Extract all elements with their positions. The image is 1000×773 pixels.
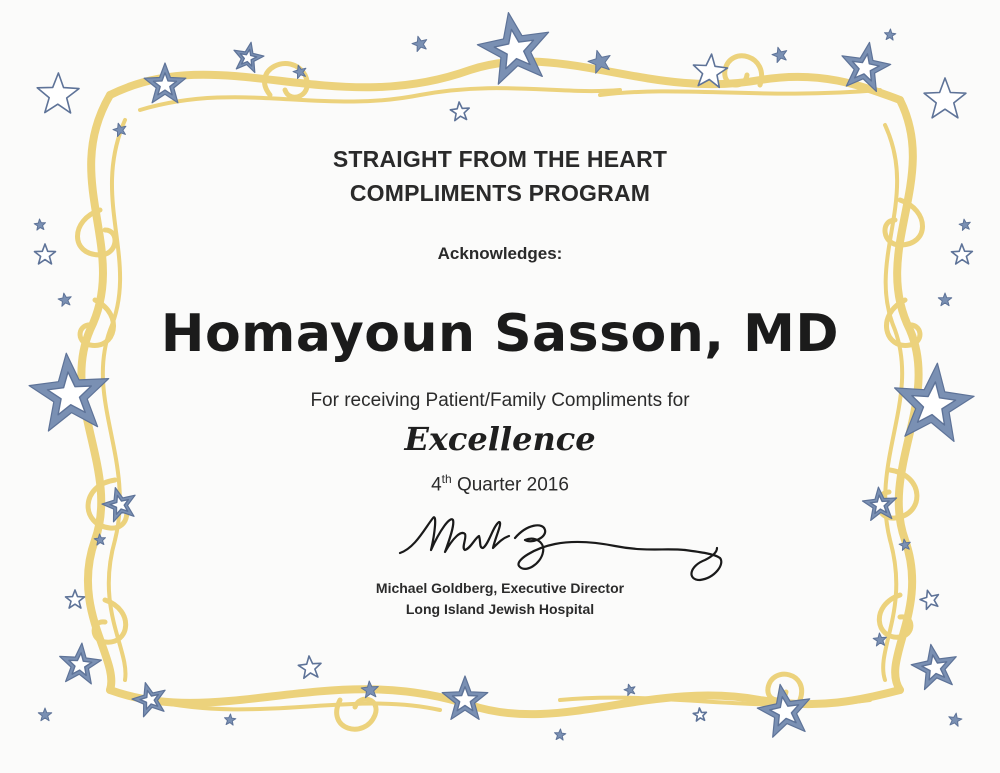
star-icon <box>938 293 951 306</box>
certificate-title-line1: STRAIGHT FROM THE HEART <box>332 146 668 172</box>
star-icon <box>952 244 973 264</box>
certificate-title-line2: COMPLIMENTS PROGRAM <box>349 180 651 206</box>
star-icon <box>885 29 896 40</box>
signer-name: Michael Goldberg, Executive Director <box>375 580 625 596</box>
star-icon <box>949 713 962 726</box>
organization-name: Long Island Jewish Hospital <box>405 601 595 617</box>
award-reason: For receiving Patient/Family Compliments for <box>310 390 690 411</box>
award-title: Excellence <box>404 420 596 458</box>
quarter-number: 4 <box>431 474 442 496</box>
star-icon <box>924 78 966 118</box>
star-icon <box>412 36 427 51</box>
star-icon <box>225 714 236 725</box>
quarter-text: Quarter 2016 <box>451 474 569 496</box>
star-icon <box>450 102 469 121</box>
star-icon <box>772 47 787 62</box>
acknowledges-label: Acknowledges: <box>437 244 563 263</box>
star-icon <box>624 684 635 695</box>
star-icon <box>361 681 378 698</box>
star-icon <box>58 293 71 306</box>
star-icon <box>37 73 79 113</box>
star-icon <box>298 656 321 678</box>
star-icon <box>693 708 706 721</box>
star-decorations <box>29 13 974 741</box>
star-icon <box>555 729 566 740</box>
star-icon <box>920 590 938 609</box>
star-icon <box>959 219 970 230</box>
handwritten-signature <box>395 508 735 588</box>
recipient-name: Homayoun Sasson, MD <box>160 304 840 364</box>
quarter-suffix: th <box>441 472 452 486</box>
star-icon <box>66 590 85 608</box>
award-period <box>150 472 850 496</box>
star-icon <box>38 708 51 721</box>
star-icon <box>34 219 45 230</box>
star-icon <box>35 244 56 264</box>
